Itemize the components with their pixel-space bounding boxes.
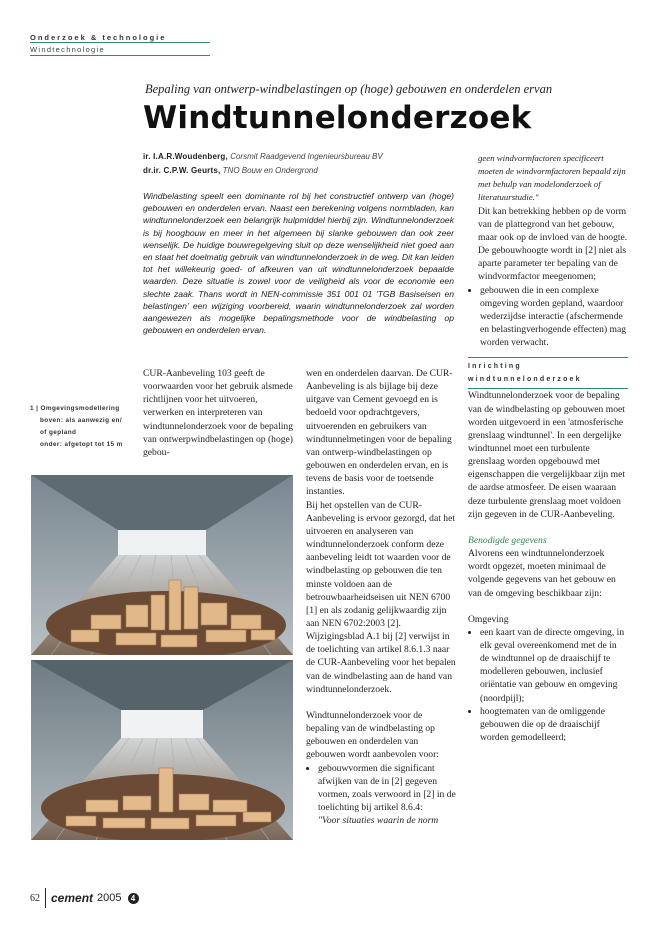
header-rule: [30, 42, 210, 43]
col3-bullet-list: [468, 284, 628, 350]
page-number: 62: [30, 892, 40, 904]
caption-line: boven: als aanwezig en/: [40, 417, 123, 424]
list-item: • gebouwvormen die significant afwijken van de in [2] gegeven vormen, zoals verwoord in [2] in de toelichting bij artikel 8.6.4:: [318, 762, 456, 815]
author-1-name: ir. I.A.R.Woudenberg,: [143, 152, 228, 161]
column-1: [143, 367, 293, 459]
caption-line: of gepland: [40, 429, 77, 436]
magazine-name: cement: [51, 891, 94, 905]
article-title: Windtunnelonderzoek: [143, 100, 532, 136]
list-item: • gebouwen die in een complexe omgeving worden gepland, waardoor wederzijdse interactie (afschermende en belastingverhogende effecten) mag worden verwacht.: [480, 284, 628, 350]
col3-quote: geen windvormfactoren specificeert moeten de windvormfactoren bepaald zijn met behulp van modelonderzoek of literatuurstudie.": [478, 153, 626, 203]
col2-paragraph-2: Bij het opstellen van de CUR-Aanbeveling is ervoor gezorgd, dat het uitvoeren en analyseren van windtunnelonderzoek conform deze aanbeveling leidt tot waarden voor de windbelasting op gebouwen die ten minste voldoen aan de betrouwbaarheidseisen uit NEN 6700 [1] en als zodanig gelijkwaardig zijn aan NEN 6702:2003 [2]. Wijzigingsblad A.1 bij [2] verwijst in de toelichting van artikel 8.6.1.3 naar de CUR-Aanbeveling voor het bepalen van de windbelasting aan de hand van windtunnelonderzoek.: [306, 499, 456, 695]
col3-subheading: Benodigde gegevens: [468, 534, 547, 546]
col3-paragraph-3: Alvorens een windtunnelonderzoek wordt opgezet, moeten minimaal de volgende gegevens van het gebouw en van de omgeving beschikbaar zijn:: [468, 548, 616, 599]
windtunnel-photo-bottom-image: [31, 660, 293, 840]
issue-icon: 4: [128, 893, 139, 904]
subsection-label: Windtechnologie: [30, 45, 105, 54]
col3-paragraph-2: Windtunnelonderzoek voor de bepaling van de windbelasting op gebouwen moet worden uitgevoerd in een 'atmosferische grenslaag windtunnel'. In een dergelijke windtunnel moet een turbulente grenslaag worden opgebouwd met eigenschappen die vergelijkbaar zijn met de aardse atmosfeer. De eisen waaraan deze turbulente grenslaag moet voldoen zijn gegeven in de CUR-Aanbeveling.: [468, 390, 625, 520]
header-rule-2: [30, 55, 210, 56]
col2-quote: "Voor situaties waarin de norm: [318, 815, 439, 827]
col3-paragraph-4: Omgeving: [468, 613, 509, 625]
caption-line: onder: afgetopt tot 15 m: [40, 441, 123, 448]
col3-bullet-list-2: [468, 626, 628, 744]
caption-line: 1 | Omgevingsmodellering: [30, 405, 120, 412]
col2-paragraph-1: wen en onderdelen daarvan. De CUR-Aanbeveling is als bijlage bij deze uitgave van Cement gevoegd en is bedoeld voor opdrachtgevers, uitvoerenden en gebruikers van windtunnelmetingen voor de bepaling van ontwerp-windbelastingen op gebouwen en onderdelen ervan, en is tevens de basis voor de toetsende instanties.: [306, 368, 453, 498]
footer-divider: [45, 888, 46, 908]
section-label: Onderzoek & technologie: [30, 33, 167, 42]
col2-bullet-list: [306, 762, 456, 815]
author-1: [143, 152, 383, 161]
article-intro: Windbelasting speelt een dominante rol bij het constructief ontwerp van (hoge) gebouwen en onderdelen ervan. Naast een berekening volgens normbladen, kan windtunnelonderzoek een belangrijk hulpmiddel hierbij zijn. Windtunnelonderzoek is bij hoogbouw en meer in het algemeen bij slanke gebouwen dan ook zeer wenselijk. De huidige bouwregelgeving sluit op deze wenselijkheid niet goed aan en staat het doelmatig gebruik van windtunnelonderzoek in de weg. Dit kan leiden tot het willekeurig goed- of afkeuren van uit windtunnelonderzoek bepaalde waarden. Deze situatie is zowel voor de veiligheid als voor de economie een slechte zaak. Thans wordt in NEN-commissie 351 001 01 'TGB Basiseisen en belastingen' een wijziging voorbereid, waarin windtunnelonderzoek zal worden aangewezen als mogelijke bepalingsmethode voor de windbelasting op gebouwen en onderdelen ervan.: [143, 191, 455, 336]
col3-paragraph-1: Dit kan betrekking hebben op de vorm van de plattegrond van het gebouw, maar ook op de invloed van de hoogte. De gebouwhoogte wordt in [2] niet als aparte parameter ter bepaling van de windvormfactor meegenomen;: [478, 205, 628, 283]
author-1-affiliation: Corsmit Raadgevend Ingenieursbureau BV: [230, 152, 383, 161]
list-item: • hoogtematen van de omliggende gebouwen die op de draaischijf worden gemodelleerd;: [480, 705, 628, 744]
windtunnel-photo-top: [31, 475, 293, 655]
figure-caption: [30, 403, 140, 451]
author-2: [143, 166, 318, 175]
column-2: [306, 367, 456, 827]
list-item: • een kaart van de directe omgeving, in elk geval overeenkomend met de in de windtunnel op de draaischijf te modelleren gebouwen, inclusief oriëntatie van gebouw en omgeving (noordpijl);: [480, 626, 628, 705]
section-heading: Inrichting windtunnelonderzoek: [468, 363, 582, 384]
col1-paragraph: CUR-Aanbeveling 103 geeft de voorwaarden voor het gebruik alsmede richtlijnen voor het uitvoeren, verwerken en interpreteren van windtunnelonderzoek voor de bepaling van ontwerpwindbelastingen op (hoge) gebou-: [143, 368, 293, 458]
windtunnel-photo-bottom: [31, 660, 293, 840]
author-2-affiliation: TNO Bouw en Ondergrond: [222, 166, 318, 175]
author-2-name: dr.ir. C.P.W. Geurts,: [143, 166, 221, 175]
windtunnel-photo-top-image: [31, 475, 293, 655]
col2-paragraph-3: Windtunnelonderzoek voor de bepaling van de windbelasting op gebouwen en onderdelen van gebouwen wordt aanbevolen voor:: [306, 709, 439, 761]
page-footer: [30, 888, 139, 908]
issue-year: 2005: [97, 892, 122, 904]
column-3: [468, 152, 628, 744]
article-subtitle: Bepaling van ontwerp-windbelastingen op (hoge) gebouwen en onderdelen ervan: [145, 82, 553, 96]
